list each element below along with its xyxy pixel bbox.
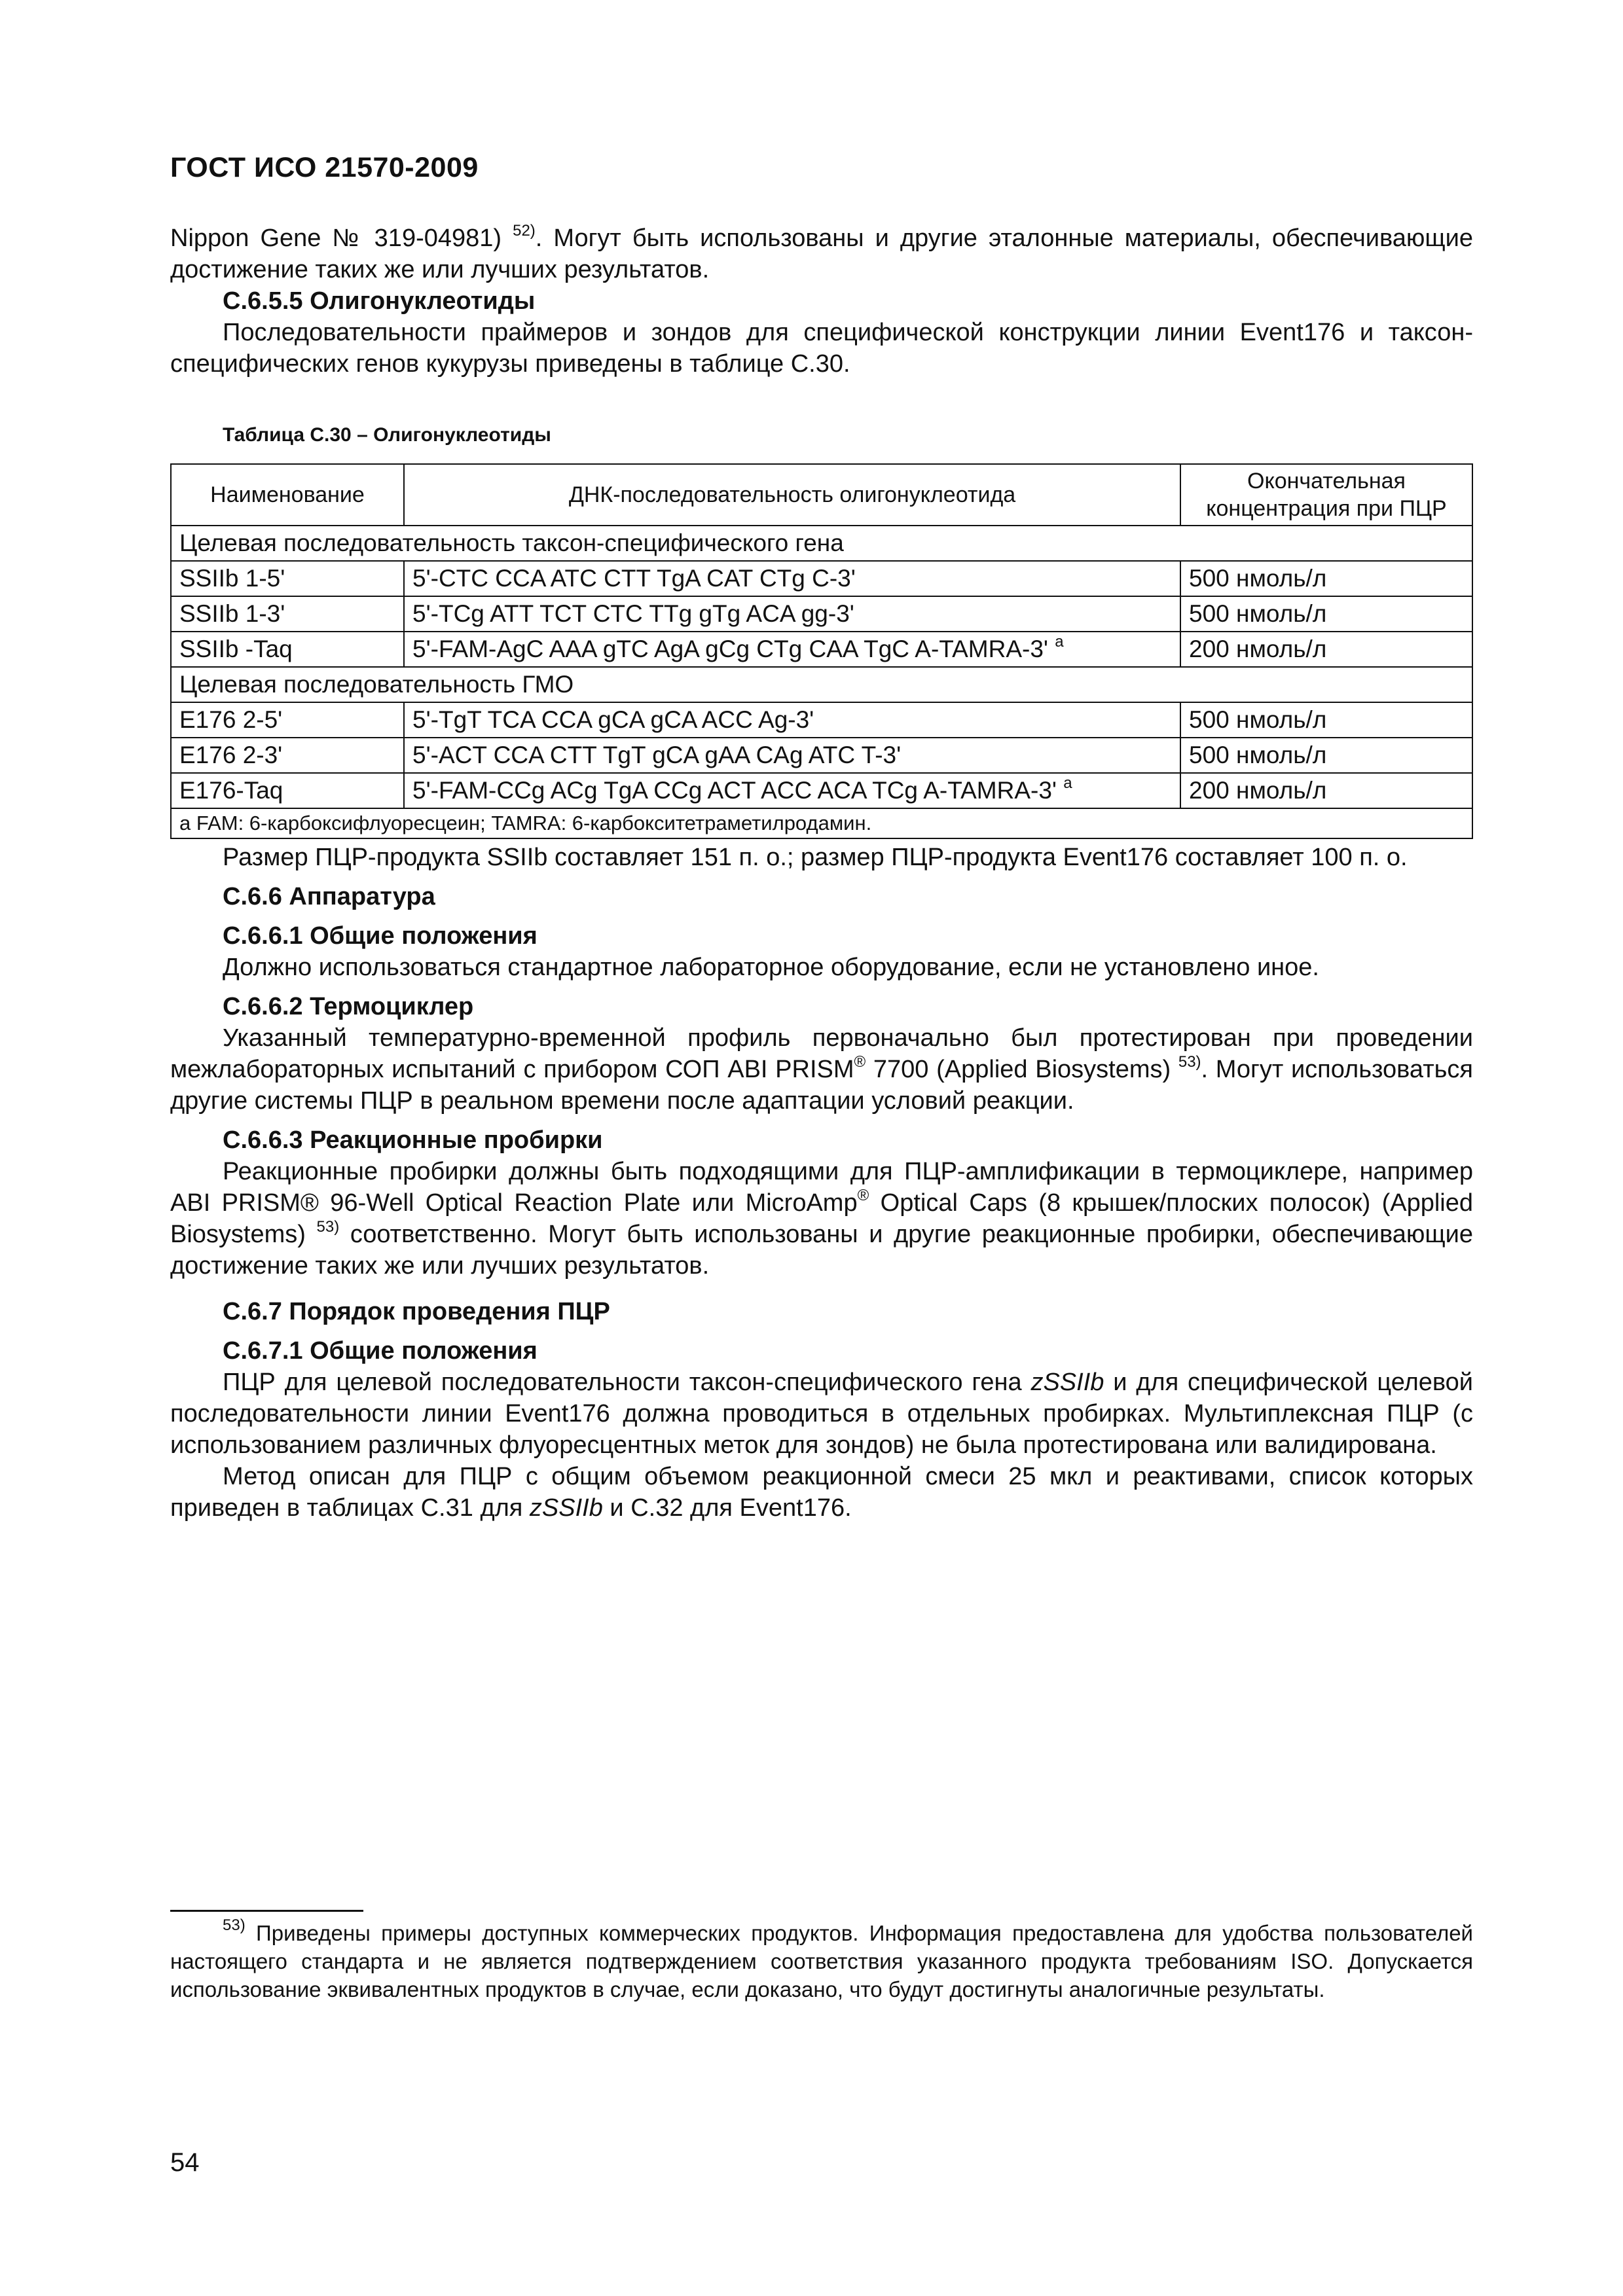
table-row [171,561,1472,596]
section-text-c671-p1: ПЦР для целевой последовательности таксон-специфического гена zSSIIb и для специфической целевой последовательности линии Event176 должна проводиться в отдельных пробирках. Мультиплексная ПЦР (с использованием различных флуоресцентных меток для зондов) не была протестирована или валидирована. [170,1369,1473,1459]
intro-paragraph: Nippon Gene № 319-04981) $^{52)}$. Могут быть использованы и другие эталонные материалы, обеспечивающие достижение таких же или лучших результатов. [170,222,1473,283]
section-text-c663: Реакционные пробирки должны быть подходящими для ПЦР-амплификации в термоциклере, например ABI PRISM® 96-Well Optical Reaction Plate или MicroAmp® Optical Caps (8 крышек/плоских полосок) (Applied Biosystems) $^{53)}$ соответственно. Могут быть использованы и другие реакционные пробирки, обеспечивающие достижение таких же или лучших результатов. [170,1158,1474,1280]
cell-concentration: 500 нмоль/л [1180,738,1472,773]
document-header: ГОСТ ИСО 21570-2009 [170,152,479,183]
section-text-c671-p2: Метод описан для ПЦР с общим объемом реакционной смеси 25 мкл и реактивами, список которых приведен в таблицах С.31 для zSSIIb и С.32 для Event176. [170,1463,1473,1522]
section-text-c661: Должно использоваться стандартное лабораторное оборудование, если не установлено иное. [223,954,1319,981]
cell-concentration: 500 нмоль/л [1180,561,1472,596]
page-number: 54 [170,2148,200,2177]
section-text-c655: Последовательности праймеров и зондов для специфической конструкции линии Event176 и таксон-специфических генов кукурузы приведены в таблице С.30. [170,319,1473,378]
table-section-row [171,526,1472,561]
table-row [171,632,1472,667]
cell-name: E176-Taq [171,773,404,808]
section-heading-c662: С.6.6.2 Термоциклер [223,993,474,1020]
footnote-ref: 52) [513,222,536,240]
section-heading-c655: С.6.5.5 Олигонуклеотиды [223,287,536,315]
footnote-marker: 53) [223,1916,246,1934]
cell-name: SSIIb -Taq [171,632,404,667]
cell-concentration: 500 нмоль/л [1180,702,1472,738]
header-concentration: Окончательная концентрация при ПЦР [1180,464,1472,526]
section-gmo: Целевая последовательность ГМО [171,667,1472,702]
footnote-ref: 53) [316,1218,340,1236]
table-row [171,773,1472,808]
table-note-row [171,808,1472,838]
header-name: Наименование [171,464,404,526]
cell-concentration: 200 нмоль/л [1180,773,1472,808]
section-heading-c671: С.6.7.1 Общие положения [223,1337,538,1365]
table-row [171,738,1472,773]
section-text-c662: Указанный температурно-временной профиль первоначально был протестирован при проведении межлабораторных испытаний с прибором СОП ABI PRISM® 7700 (Applied Biosystems) $^{53)}$. Могут использоваться другие системы ПЦР в реальном времени после адаптации условий реакции. [170,1024,1474,1115]
section-taxon: Целевая последовательность таксон-специфического гена [171,526,1472,561]
table-note: а FAM: 6-карбоксифлуоресцеин; TAMRA: 6-карбокситетраметилродамин. [171,808,1472,838]
upper-text-block [170,223,1473,380]
section-heading-c663: С.6.6.3 Реакционные пробирки [223,1126,603,1154]
product-size-text: Размер ПЦР-продукта SSIIb составляет 151 п. о.; размер ПЦР-продукта Event176 составляет 100 п. о. [223,844,1408,871]
footnote-text: $^{53)}$ Приведены примеры доступных коммерческих продуктов. Информация предоставлена для удобства пользователей настоящего стандарта и не является подтверждением соответствия указанного продукта требованиям ISO. Допускается использование эквивалентных продуктов в случае, если доказано, что будут достигнуты аналогичные результаты. [170,1916,1473,2001]
table-row [171,596,1472,632]
cell-concentration: 200 нмоль/л [1180,632,1472,667]
cell-sequence: 5'-ACT CCA CTT TgT gCA gAA CAg ATC T-3' [404,738,1180,773]
cell-sequence: 5'-FAM-CCg ACg TgA CCg ACT ACC ACA TCg A-TAMRA-3' $^a$ [404,773,1180,808]
oligonucleotides-table [170,463,1473,839]
section-heading-c661: С.6.6.1 Общие положения [223,922,538,950]
header-sequence: ДНК-последовательность олигонуклеотида [404,464,1180,526]
cell-name: SSIIb 1-3' [171,596,404,632]
cell-name: E176 2-5' [171,702,404,738]
footnote-ref: 53) [1178,1053,1201,1071]
registered-mark: ® [854,1053,866,1071]
cell-sequence: 5'-TCg ATT TCT CTC TTg gTg ACA gg-3' [404,596,1180,632]
table-header-row [171,464,1472,526]
footnote [170,1916,1473,2003]
table-row [171,702,1472,738]
table-note-ref: a [1055,633,1064,651]
cell-sequence: 5'-FAM-AgC AAA gTC AgA gCg CTg CAA TgC A-TAMRA-3' $^a$ [404,632,1180,667]
lower-text-block [170,842,1473,1524]
cell-concentration: 500 нмоль/л [1180,596,1472,632]
section-heading-c66: С.6.6 Аппаратура [223,883,435,910]
registered-mark: ® [857,1187,869,1204]
cell-name: SSIIb 1-5' [171,561,404,596]
table-section-row [171,667,1472,702]
table-caption: Таблица С.30 – Олигонуклеотиды [223,424,551,446]
section-heading-c67: С.6.7 Порядок проведения ПЦР [223,1298,610,1325]
cell-name: E176 2-3' [171,738,404,773]
cell-sequence: 5'-CTC CCA ATC CTT TgA CAT CTg C-3' [404,561,1180,596]
table-note-ref: a [1063,774,1072,792]
footnote-divider [170,1910,363,1912]
cell-sequence: 5'-TgT TCA CCA gCA gCA ACC Ag-3' [404,702,1180,738]
